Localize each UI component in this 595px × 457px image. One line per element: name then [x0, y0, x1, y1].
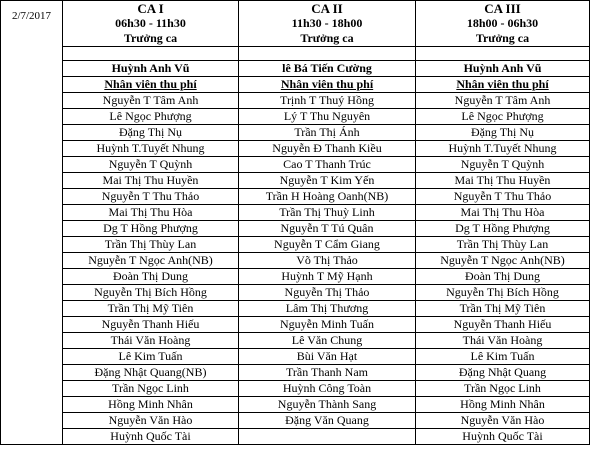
staff-row [1, 141, 590, 157]
empty-cell[interactable] [1, 205, 63, 221]
staff-name-cell-shift-3[interactable]: Đặng Nhật Quang [416, 365, 590, 381]
staff-row [1, 253, 590, 269]
empty-cell[interactable] [416, 47, 590, 61]
staff-name-cell-shift-3[interactable]: Nguyễn T Tâm Anh [416, 93, 590, 109]
staff-row [1, 349, 590, 365]
staff-name-cell-shift-1[interactable]: Nguyễn T Thu Thảo [63, 189, 239, 205]
staff-name-cell-shift-1[interactable]: Huỳnh T.Tuyết Nhung [63, 141, 239, 157]
staff-name-cell-shift-2[interactable]: Lê Văn Chung [239, 333, 416, 349]
header-row-shift-times [1, 16, 590, 31]
empty-cell[interactable] [1, 429, 63, 445]
staff-name-cell-shift-3[interactable]: Lê Kim Tuấn [416, 349, 590, 365]
staff-name-cell-shift-2[interactable] [239, 429, 416, 445]
staff-name-cell-shift-1[interactable]: Trần Thị Thùy Lan [63, 237, 239, 253]
shift-3-name[interactable]: CA III [416, 1, 590, 17]
empty-cell[interactable] [1, 301, 63, 317]
staff-name-cell-shift-1[interactable]: Nguyễn T Tâm Anh [63, 93, 239, 109]
staff-row [1, 93, 590, 109]
shift-3-staff-label[interactable]: Nhân viên thu phí [416, 77, 590, 93]
staff-name-cell-shift-1[interactable]: Mai Thị Thu Hòa [63, 205, 239, 221]
staff-row [1, 381, 590, 397]
staff-name-cell-shift-2[interactable]: Lý T Thu Nguyên [239, 109, 416, 125]
staff-name-cell-shift-2[interactable]: Đặng Văn Quang [239, 413, 416, 429]
staff-name-cell-shift-3[interactable]: Hồng Minh Nhân [416, 397, 590, 413]
staff-name-cell-shift-3[interactable]: Mai Thị Thu Huyền [416, 173, 590, 189]
staff-name-cell-shift-3[interactable]: Đặng Thị Nụ [416, 125, 590, 141]
empty-cell[interactable] [1, 157, 63, 173]
staff-row [1, 413, 590, 429]
shift-1-time[interactable]: 06h30 - 11h30 [63, 16, 239, 31]
staff-row [1, 269, 590, 285]
header-row-shift-names [1, 1, 590, 17]
empty-cell[interactable] [1, 349, 63, 365]
empty-cell[interactable] [1, 109, 63, 125]
staff-name-cell-shift-2[interactable]: Nguyễn Minh Tuấn [239, 317, 416, 333]
shift-2-staff-label[interactable]: Nhân viên thu phí [239, 77, 416, 93]
staff-row [1, 301, 590, 317]
staff-name-cell-shift-1[interactable]: Dg T Hồng Phượng [63, 221, 239, 237]
staff-name-cell-shift-2[interactable]: Trần Thanh Nam [239, 365, 416, 381]
empty-cell[interactable] [1, 189, 63, 205]
staff-name-cell-shift-3[interactable]: Nguyễn T Ngọc Anh(NB) [416, 253, 590, 269]
empty-cell[interactable] [1, 173, 63, 189]
staff-name-cell-shift-2[interactable]: Huỳnh T Mỹ Hạnh [239, 269, 416, 285]
shift-2-leader-label[interactable]: Trưởng ca [239, 31, 416, 47]
staff-row [1, 237, 590, 253]
staff-name-cell-shift-1[interactable]: Thái Văn Hoàng [63, 333, 239, 349]
staff-name-cell-shift-3[interactable]: Lê Ngọc Phượng [416, 109, 590, 125]
header-row-leader-label [1, 31, 590, 47]
staff-name-cell-shift-1[interactable]: Trần Ngọc Linh [63, 381, 239, 397]
staff-row [1, 317, 590, 333]
staff-name-cell-shift-2[interactable]: Nguyễn T Kim Yến [239, 173, 416, 189]
staff-name-cell-shift-1[interactable]: Hồng Minh Nhân [63, 397, 239, 413]
leader-row [1, 61, 590, 77]
staff-row [1, 205, 590, 221]
staff-name-cell-shift-3[interactable]: Trần Thị Thùy Lan [416, 237, 590, 253]
staff-name-cell-shift-2[interactable]: Nguyễn Thành Sang [239, 397, 416, 413]
staff-name-cell-shift-2[interactable]: Võ Thị Thảo [239, 253, 416, 269]
schedule-body [1, 1, 590, 445]
staff-row [1, 397, 590, 413]
shift-2-time[interactable]: 11h30 - 18h00 [239, 16, 416, 31]
empty-cell[interactable] [1, 413, 63, 429]
shift-1-leader-label[interactable]: Trưởng ca [63, 31, 239, 47]
empty-cell[interactable] [1, 333, 63, 349]
staff-name-cell-shift-2[interactable]: Trần Thị Ánh [239, 125, 416, 141]
empty-cell[interactable] [1, 47, 63, 61]
empty-cell[interactable] [1, 125, 63, 141]
empty-cell[interactable] [1, 77, 63, 93]
empty-cell[interactable] [1, 317, 63, 333]
empty-cell[interactable] [1, 285, 63, 301]
staff-name-cell-shift-1[interactable]: Đặng Nhật Quang(NB) [63, 365, 239, 381]
staff-name-cell-shift-3[interactable]: Dg T Hồng Phượng [416, 221, 590, 237]
staff-name-cell-shift-3[interactable]: Trần Thị Mỹ Tiên [416, 301, 590, 317]
staff-name-cell-shift-3[interactable]: Thái Văn Hoàng [416, 333, 590, 349]
staff-name-cell-shift-3[interactable]: Huỳnh T.Tuyết Nhung [416, 141, 590, 157]
empty-cell[interactable] [1, 397, 63, 413]
staff-name-cell-shift-1[interactable]: Huỳnh Quốc Tài [63, 429, 239, 445]
staff-name-cell-shift-1[interactable]: Nguyễn Thanh Hiếu [63, 317, 239, 333]
staff-name-cell-shift-1[interactable]: Lê Kim Tuấn [63, 349, 239, 365]
staff-row [1, 109, 590, 125]
staff-row [1, 221, 590, 237]
shift-3-time[interactable]: 18h00 - 06h30 [416, 16, 590, 31]
shift-2-name[interactable]: CA II [239, 1, 416, 17]
empty-cell[interactable] [1, 365, 63, 381]
staff-name-cell-shift-2[interactable]: Huỳnh Công Toàn [239, 381, 416, 397]
staff-name-cell-shift-2[interactable]: Nguyễn T Tú Quân [239, 221, 416, 237]
staff-row [1, 125, 590, 141]
staff-name-cell-shift-3[interactable]: Nguyễn Thị Bích Hồng [416, 285, 590, 301]
empty-cell[interactable] [1, 221, 63, 237]
staff-name-cell-shift-2[interactable]: Trần Thị Thuỳ Linh [239, 205, 416, 221]
staff-row [1, 333, 590, 349]
staff-name-cell-shift-2[interactable]: Bùi Văn Hạt [239, 349, 416, 365]
staff-name-cell-shift-1[interactable]: Nguyễn Văn Hào [63, 413, 239, 429]
staff-name-cell-shift-2[interactable]: Lâm Thị Thương [239, 301, 416, 317]
staff-row [1, 173, 590, 189]
empty-cell[interactable] [1, 237, 63, 253]
staff-name-cell-shift-3[interactable]: Nguyễn Văn Hào [416, 413, 590, 429]
empty-cell[interactable] [63, 47, 239, 61]
blank-row [1, 47, 590, 61]
staff-name-cell-shift-3[interactable]: Nguyễn T Thu Thảo [416, 189, 590, 205]
shift-2-leader[interactable]: lê Bá Tiến Cường [239, 61, 416, 77]
staff-name-cell-shift-1[interactable]: Đoàn Thị Dung [63, 269, 239, 285]
staff-name-cell-shift-3[interactable]: Trần Ngọc Linh [416, 381, 590, 397]
staff-row [1, 429, 590, 445]
staff-name-cell-shift-3[interactable]: Nguyễn Thanh Hiếu [416, 317, 590, 333]
staff-name-cell-shift-2[interactable]: Nguyễn Đ Thanh Kiều [239, 141, 416, 157]
empty-cell[interactable] [1, 61, 63, 77]
staff-name-cell-shift-1[interactable]: Nguyễn T Ngọc Anh(NB) [63, 253, 239, 269]
shift-1-staff-label[interactable]: Nhân viên thu phí [63, 77, 239, 93]
date-cell[interactable]: 2/7/2017 [1, 1, 63, 32]
staff-name-cell-shift-1[interactable]: Mai Thị Thu Huyền [63, 173, 239, 189]
staff-name-cell-shift-1[interactable]: Đặng Thị Nụ [63, 125, 239, 141]
staff-row [1, 365, 590, 381]
shift-3-leader-label[interactable]: Trưởng ca [416, 31, 590, 47]
staff-name-cell-shift-1[interactable]: Lê Ngọc Phượng [63, 109, 239, 125]
empty-cell[interactable] [1, 253, 63, 269]
staff-name-cell-shift-2[interactable]: Cao T Thanh Trúc [239, 157, 416, 173]
staff-name-cell-shift-3[interactable]: Huỳnh Quốc Tài [416, 429, 590, 445]
staff-name-cell-shift-3[interactable]: Nguyễn T Quỳnh [416, 157, 590, 173]
empty-cell[interactable] [1, 269, 63, 285]
staff-name-cell-shift-3[interactable]: Đoàn Thị Dung [416, 269, 590, 285]
staff-name-cell-shift-2[interactable]: Nguyễn T Cẩm Giang [239, 237, 416, 253]
empty-cell[interactable] [1, 93, 63, 109]
empty-cell[interactable] [239, 47, 416, 61]
staff-label-row [1, 77, 590, 93]
staff-name-cell-shift-2[interactable]: Trịnh T Thuý Hồng [239, 93, 416, 109]
shift-1-leader[interactable]: Huỳnh Anh Vũ [63, 61, 239, 77]
staff-name-cell-shift-2[interactable]: Trần H Hoàng Oanh(NB) [239, 189, 416, 205]
staff-name-cell-shift-1[interactable]: Nguyễn Thị Bích Hồng [63, 285, 239, 301]
shift-1-name[interactable]: CA I [63, 1, 239, 17]
shift-3-leader[interactable]: Huỳnh Anh Vũ [416, 61, 590, 77]
staff-name-cell-shift-1[interactable]: Trần Thị Mỹ Tiên [63, 301, 239, 317]
staff-row [1, 189, 590, 205]
empty-cell[interactable] [1, 381, 63, 397]
empty-cell[interactable] [1, 141, 63, 157]
staff-name-cell-shift-3[interactable]: Mai Thị Thu Hòa [416, 205, 590, 221]
staff-name-cell-shift-1[interactable]: Nguyễn T Quỳnh [63, 157, 239, 173]
staff-row [1, 157, 590, 173]
staff-row [1, 285, 590, 301]
staff-name-cell-shift-2[interactable]: Nguyễn Thị Thảo [239, 285, 416, 301]
empty-cell[interactable] [1, 31, 63, 47]
